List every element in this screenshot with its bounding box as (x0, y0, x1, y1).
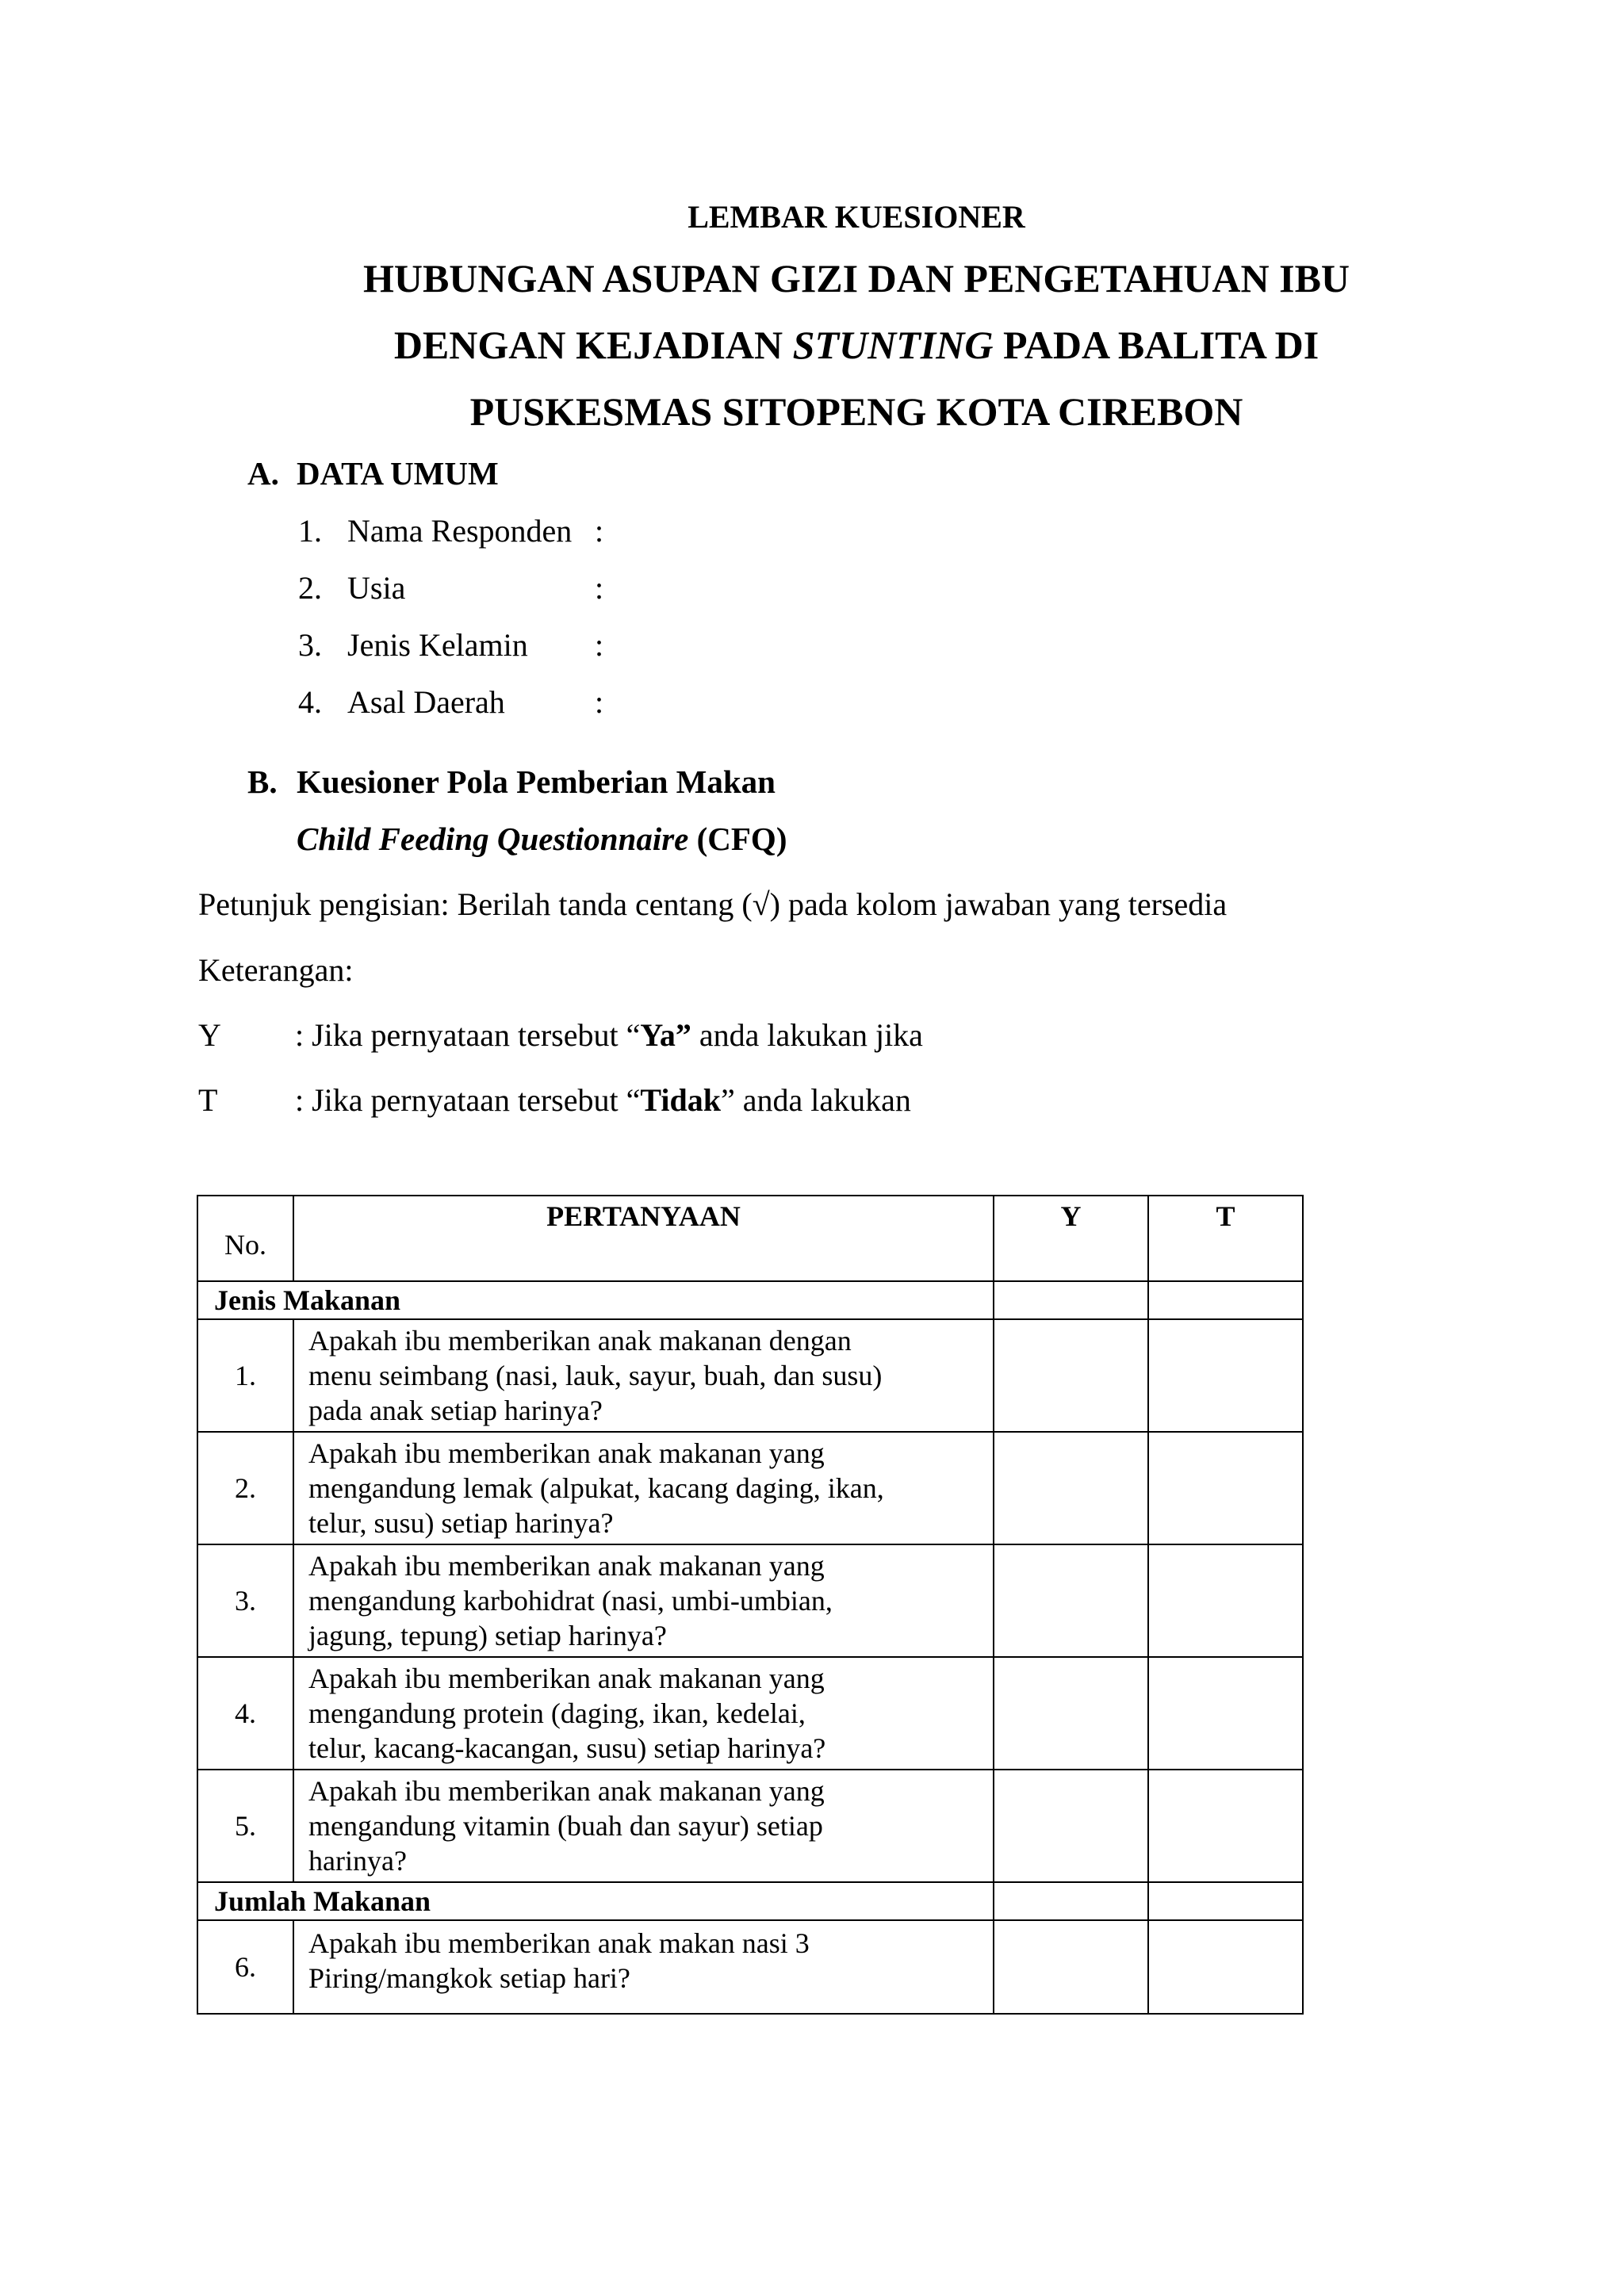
field-label-asal-daerah: Asal Daerah (347, 684, 505, 720)
category-row (197, 1281, 1303, 1319)
column-header-question: PERTANYAAN (293, 1196, 994, 1281)
legend-desc-t-end: ” anda lakukan (720, 1082, 911, 1118)
legend-desc-t-bold: Tidak (640, 1082, 721, 1118)
answer-cell-t[interactable] (1148, 1920, 1303, 2014)
field-number: 4. (298, 684, 322, 720)
answer-cell-y[interactable] (994, 1319, 1148, 1432)
section-a-title: DATA UMUM (297, 455, 499, 492)
question-line: Apakah ibu memberikan anak makanan yang (308, 1550, 825, 1582)
legend-desc-t-start: : Jika pernyataan tersebut “ (295, 1082, 641, 1118)
category-row (197, 1882, 1303, 1920)
question-text (293, 1319, 994, 1432)
question-line: mengandung vitamin (buah dan sayur) setiap (308, 1810, 823, 1842)
title-line-1: HUBUNGAN ASUPAN GIZI DAN PENGETAHUAN IBU (362, 256, 1350, 300)
field-label-jenis-kelamin: Jenis Kelamin (347, 627, 528, 663)
cfq-abbreviation: (CFQ) (688, 821, 787, 857)
answer-cell-t[interactable] (1148, 1657, 1303, 1770)
question-text (293, 1920, 994, 2014)
question-text (293, 1544, 994, 1657)
table-row (197, 1657, 1303, 1770)
question-line: harinya? (308, 1845, 407, 1877)
answer-cell-t[interactable] (1148, 1432, 1303, 1544)
section-b-subtitle (297, 820, 787, 858)
question-line: Apakah ibu memberikan anak makan nasi 3 (308, 1927, 810, 1959)
answer-cell-y[interactable] (994, 1770, 1148, 1882)
answer-cell-t (1148, 1882, 1303, 1920)
field-number: 1. (298, 513, 322, 549)
title-line-2-end: PADA BALITA DI (993, 323, 1320, 367)
question-number: 5. (197, 1770, 293, 1882)
question-line: pada anak setiap harinya? (308, 1395, 603, 1426)
question-line: jagung, tepung) setiap harinya? (308, 1620, 667, 1651)
field-label-usia: Usia (347, 570, 406, 606)
table-row (197, 1319, 1303, 1432)
table-row (197, 1544, 1303, 1657)
answer-cell-y[interactable] (994, 1432, 1148, 1544)
legend-desc-y (295, 1016, 923, 1054)
category-jumlah-makanan: Jumlah Makanan (197, 1882, 994, 1920)
field-colon: : (595, 570, 604, 606)
table-row (197, 1770, 1303, 1882)
column-header-y: Y (994, 1196, 1148, 1281)
category-jenis-makanan: Jenis Makanan (197, 1281, 994, 1319)
legend-desc-y-start: : Jika pernyataan tersebut “ (295, 1017, 641, 1053)
field-number: 2. (298, 570, 322, 606)
question-line: Apakah ibu memberikan anak makanan yang (308, 1437, 825, 1469)
answer-cell-y (994, 1281, 1148, 1319)
question-line: mengandung protein (daging, ikan, kedelai, (308, 1697, 806, 1729)
instruction-text: Petunjuk pengisian: Berilah tanda centang (√) pada kolom jawaban yang tersedia (198, 886, 1228, 922)
column-header-no: No. (197, 1196, 293, 1281)
question-number: 6. (197, 1920, 293, 2014)
question-number: 1. (197, 1319, 293, 1432)
answer-cell-y[interactable] (994, 1657, 1148, 1770)
answer-cell-y (994, 1882, 1148, 1920)
question-line: mengandung karbohidrat (nasi, umbi-umbian, (308, 1585, 833, 1617)
question-text (293, 1657, 994, 1770)
legend-desc-y-bold: Ya” (640, 1017, 691, 1053)
title-line-2-start: DENGAN KEJADIAN (393, 323, 793, 367)
question-line: Apakah ibu memberikan anak makanan yang (308, 1775, 825, 1807)
question-text (293, 1770, 994, 1882)
answer-cell-t[interactable] (1148, 1770, 1303, 1882)
table-header-row (197, 1196, 1303, 1281)
section-b-title: Kuesioner Pola Pemberian Makan (297, 763, 776, 800)
document-label: LEMBAR KUESIONER (688, 199, 1025, 235)
field-colon: : (595, 513, 604, 549)
legend-heading: Keterangan: (198, 952, 354, 988)
answer-cell-t[interactable] (1148, 1319, 1303, 1432)
question-line: mengandung lemak (alpukat, kacang daging, ikan, (308, 1472, 884, 1504)
questionnaire-table (197, 1195, 1304, 2015)
answer-cell-y[interactable] (994, 1544, 1148, 1657)
question-line: Piring/mangkok setiap hari? (308, 1962, 630, 1994)
question-number: 4. (197, 1657, 293, 1770)
question-line: menu seimbang (nasi, lauk, sayur, buah, dan susu) (308, 1360, 883, 1391)
question-number: 3. (197, 1544, 293, 1657)
legend-key-y: Y (198, 1017, 221, 1053)
section-a-letter: A. (247, 455, 279, 492)
column-header-t: T (1148, 1196, 1303, 1281)
question-number: 2. (197, 1432, 293, 1544)
title-line-2 (0, 322, 1624, 368)
field-colon: : (595, 627, 604, 663)
table-row (197, 1920, 1303, 2014)
legend-key-t: T (198, 1082, 218, 1118)
question-line: Apakah ibu memberikan anak makanan dengan (308, 1325, 852, 1357)
title-line-3: PUSKESMAS SITOPENG KOTA CIREBON (469, 389, 1243, 434)
answer-cell-y[interactable] (994, 1920, 1148, 2014)
table-row (197, 1432, 1303, 1544)
question-line: Apakah ibu memberikan anak makanan yang (308, 1663, 825, 1694)
answer-cell-t[interactable] (1148, 1544, 1303, 1657)
answer-cell-t (1148, 1281, 1303, 1319)
field-number: 3. (298, 627, 322, 663)
field-label-nama-responden: Nama Responden (347, 513, 573, 549)
cfq-italic-name: Child Feeding Questionnaire (297, 821, 689, 857)
question-line: telur, kacang-kacangan, susu) setiap harinya? (308, 1732, 826, 1764)
question-text (293, 1432, 994, 1544)
section-b-letter: B. (247, 763, 278, 800)
question-line: telur, susu) setiap harinya? (308, 1507, 614, 1539)
field-colon: : (595, 684, 604, 720)
title-italic-term: STUNTING (792, 323, 994, 367)
legend-desc-y-end: anda lakukan jika (691, 1017, 923, 1053)
legend-desc-t (295, 1081, 911, 1119)
